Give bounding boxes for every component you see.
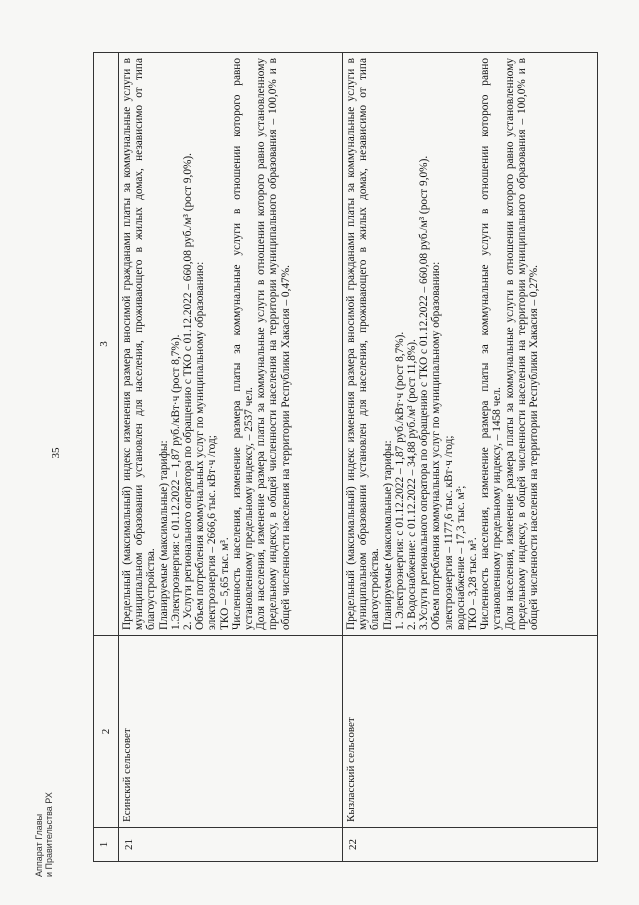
description-line: Планируемые (максимальные) тарифы: (381, 440, 394, 630)
table-header-row (94, 53, 119, 862)
description-line: Доля населения, изменение размера платы за коммунальные услуги в отношении которого равно установленному предельному индексу, в общей численности населения на территории муниципального образования – 100,0% и в общей численности населения на территории Республики Хакасия – 0,47%. (255, 58, 292, 630)
tariff-table-container (93, 52, 598, 862)
description-line: 2. Водоснабжение: с 01.12.2022 – 34,88 руб./м³ (рост 11,8%). (405, 339, 418, 630)
description-line: электроэнергия – 1177,6 тыс. кВт·ч /год; (442, 435, 455, 630)
description-line: ТКО – 3,28 тыс. м³. (466, 537, 479, 630)
description-line: Объем потребления коммунальных услуг по муниципальному образованию: (194, 261, 207, 630)
municipality-name: Кызласский сельсовет (342, 636, 597, 828)
description-line: 1.Электроэнергия: с 01.12.2022 – 1,87 руб./кВт·ч (рост 8,7%). (169, 334, 182, 630)
description-line: Предельный (максимальный) индекс изменения размера вносимой гражданами платы за коммунальные услуги в муниципальном образовании установлен для населения, проживающего в жилых домах, независимо от типа благоустройства. (121, 58, 158, 630)
description-line: Доля населения, изменение размера платы за коммунальные услуги в отношении которого равно установленному предельному индексу, в общей численности населения на территории муниципального образования – 100,0% и в общей численности населения на территории Республики Хакасия – 0,27%. (503, 58, 540, 630)
description-line: Планируемые (максимальные) тарифы: (157, 440, 170, 630)
description-line: Предельный (максимальный) индекс изменения размера вносимой гражданами платы за коммунальные услуги в муниципальном образовании установлен для населения, проживающего в жилых домах, независимо от типа благоустройства. (344, 58, 382, 630)
page-number: 35 (50, 447, 62, 459)
row-number: 21 (119, 828, 343, 862)
description-line: 1. Электроэнергия: с 01.12.2022 – 1,87 руб./кВт·ч (рост 8,7%). (393, 331, 406, 630)
header-col-1: 1 (94, 828, 119, 862)
description-line: 2. Услуги регионального оператора по обращению с ТКО с 01.12.2022 – 660,08 руб./м³ (рост 9,0%). (182, 153, 195, 630)
description-line: Численность населения, изменение размера платы за коммунальные услуги в отношении которого равно установленному предельному индексу, – 2537 чел. (230, 58, 256, 630)
description-line: ТКО – 5,65 тыс. м³. (218, 537, 231, 630)
description-line: водоснабжение – 17,3 тыс. м³; (454, 485, 467, 630)
municipality-name: Есинский сельсовет (119, 636, 343, 828)
stamp-line-2: и Правительства РХ (44, 792, 54, 877)
office-stamp (34, 787, 68, 877)
tariff-table (93, 52, 598, 862)
description-line: 3.Услуги регионального оператора по обращению с ТКО с 01.12.2022 – 660,08 руб./м³ (рост 9,0%). (418, 155, 431, 630)
stamp-line-1: Аппарат Главы (34, 813, 44, 877)
table-row (342, 53, 597, 862)
tariff-description (119, 53, 343, 636)
header-col-2: 2 (94, 636, 119, 828)
description-line: электроэнергия – 2666,6 тыс. кВт·ч /год; (206, 435, 219, 630)
description-line: Объем потребления коммунальных услуг по муниципальному образованию: (430, 261, 443, 630)
tariff-description (342, 53, 597, 636)
header-col-3: 3 (94, 53, 119, 636)
table-row (119, 53, 343, 862)
description-line: Численность населения, изменение размера платы за коммунальные услуги в отношении которого равно установленному предельному индексу, – 1458 чел. (479, 58, 504, 630)
row-number: 22 (342, 828, 597, 862)
